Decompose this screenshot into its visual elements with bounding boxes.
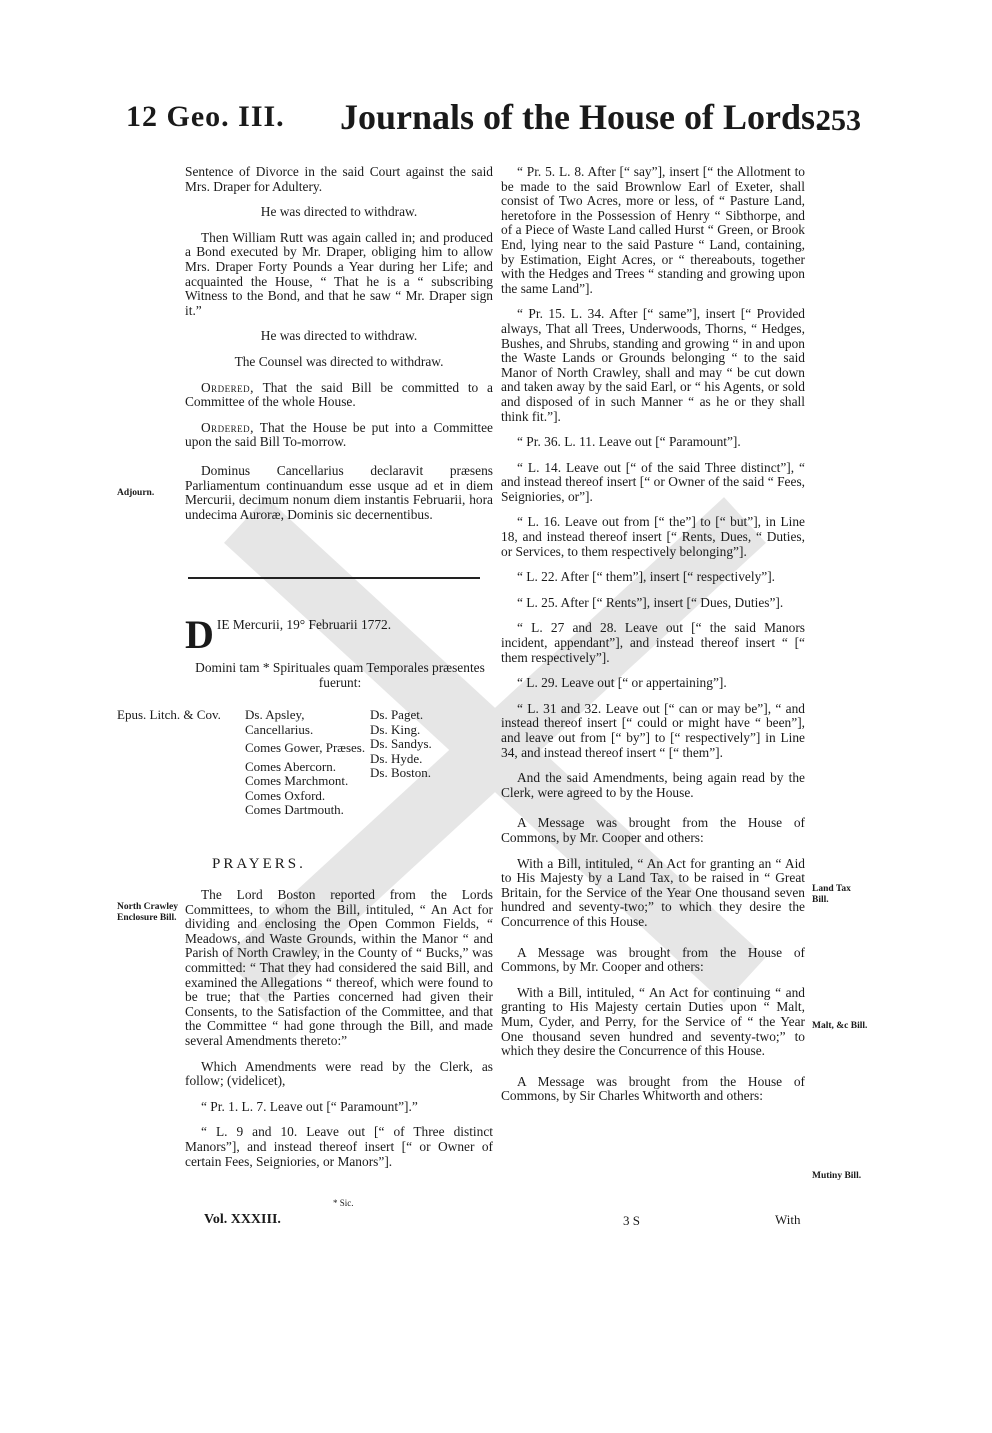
paragraph: And the said Amendments, being again read by the Clerk, were agreed to by the House. [501, 770, 805, 800]
prayers-heading: PRAYERS. [212, 856, 306, 872]
signature-mark: 3 S [623, 1213, 640, 1228]
page-header [0, 96, 992, 156]
amendment: “ Pr. 15. L. 34. After [“ same”], insert [“ Provided always, That all Trees, Underwoods, Thorns, “ Hedges, Bushes, and Shrubs, standing and growing “ in and upon the Waste Lands or Grounds belonging “ to the said Manor of North Crawley, shall and may “ be cut down and taken away by the said Earl, or “ his Agents, or sold and disposed of in such Manner “ as he or they shall think fit.”]. [501, 306, 805, 424]
drop-cap: D [185, 612, 214, 657]
amendment: “ Pr. 36. L. 11. Leave out [“ Paramount”]. [517, 434, 741, 450]
peer-name: Comes Oxford. [245, 787, 326, 803]
peer-name: Ds. Boston. [370, 765, 432, 780]
peer-name: Comes Marchmont. [245, 773, 349, 788]
amendment: “ L. 25. After [“ Rents”], insert [“ Dues, Duties”]. [517, 594, 784, 610]
present-heading: Domini tam * Spirituales quam Temporales præsentes fuerunt: [195, 660, 485, 690]
right-column [501, 165, 805, 1115]
left-column-upper [185, 165, 493, 533]
header-regnal-year: 12 Geo. III. [126, 100, 285, 133]
bill-paragraph: With a Bill, intituled, “ An Act for continuing “ and granting to His Majesty certain Duties upon “ Malt, Mum, Cyder, and Perry, for the Service of “ the Year One thousand seven hundred and seventy-two;” to which they desire the Concurrence of this House. [501, 984, 805, 1059]
paragraph: Then William Rutt was again called in; and produced a Bond executed by Mr. Draper, obliging him to allow Mrs. Draper Forty Pounds a Year during her Life; and acquainted the House, “ That he is a “ subscribing Witness to the Bond, and that he saw “ Mr. Draper sign it.” [185, 229, 493, 318]
order-lead: Ordered, [201, 379, 255, 395]
order-text: That the said Bill be committed to a Committee of the whole House. [185, 379, 493, 410]
order-paragraph [185, 381, 493, 410]
message-paragraph: A Message was brought from the House of Commons, by Mr. Cooper and others: [501, 944, 805, 975]
paragraph: Sentence of Divorce in the said Court against the said Mrs. Draper for Adultery. [185, 164, 493, 194]
margin-note-adjourn: Adjourn. [117, 488, 155, 498]
left-column-lower [185, 888, 493, 1180]
peer-name: Comes Gower, Præses. [245, 740, 366, 755]
margin-note-malt: Malt, &c Bill. [812, 1021, 868, 1031]
catchword: With [775, 1212, 801, 1227]
amendment: “ L. 29. Leave out [“ or appertaining”]. [517, 675, 727, 691]
peers-list-2 [370, 708, 480, 781]
peer-name: Comes Dartmouth. [245, 802, 344, 817]
sitting-date [185, 612, 495, 657]
volume-number: Vol. XXXIII. [204, 1212, 281, 1227]
section-divider [188, 577, 480, 579]
amendment: “ L. 16. Leave out from [“ the”] to [“ but”], in Line 18, and instead thereof insert [“ Rents, Dues, “ Duties, or Services, to them respectively belonging”]. [501, 514, 805, 559]
peer-name: Ds. Apsley, Cancellarius. [245, 707, 314, 737]
bishop-name: Epus. Litch. & Cov. [117, 707, 221, 722]
paragraph: He was directed to withdraw. [260, 328, 418, 344]
order-text: That the House be put into a Committee upon the said Bill To-morrow. [185, 419, 493, 450]
peer-name: Ds. Hyde. [370, 750, 423, 766]
peer-name: Ds. Sandys. [370, 736, 432, 751]
message-paragraph: A Message was brought from the House of Commons, by Sir Charles Whitworth and others: [501, 1073, 805, 1104]
date-text: IE Mercurii, 19° Februarii 1772. [216, 617, 392, 632]
margin-note-mutiny: Mutiny Bill. [812, 1171, 862, 1181]
report-paragraph: The Lord Boston reported from the Lords Committees, to whom the Bill, intituled, “ An Act for dividing and enclosing the Open Common Fields, “ Meadows, and Waste Grounds, within the Manor “ and Parish of North Crawley, in the County of “ Bucks,” was committed: “ That they had considered the said Bill, and examined the Allegations “ thereof, which were found to be true; that the Parties concerned had given their Consents, to the Satisfaction of the Committee, and that the Committee “ had gone through the Bill, and made several Amendments thereto:” [185, 887, 493, 1048]
header-title: Journals of the House of Lords. [340, 97, 825, 137]
bill-paragraph: With a Bill, intituled, “ An Act for granting an “ Aid to His Majesty by a Land Tax, to be raised in “ Great Britain, for the Service of the Year One thousand seven hundred and seventy-two;” to which they desire the Concurrence of this House. [501, 855, 805, 929]
paragraph: Which Amendments were read by the Clerk, as follow; (videlicet), [185, 1058, 493, 1089]
peer-name: Ds. Paget. [370, 707, 424, 722]
amendment: “ L. 9 and 10. Leave out [“ of Three distinct Manors”], and instead thereof insert [“ or Owner of certain Fees, Seigniories, or Manors”]. [185, 1124, 493, 1169]
peers-list-1 [245, 708, 370, 818]
header-page-number: 253 [816, 104, 861, 137]
margin-note-land-tax: Land Tax Bill. [812, 884, 851, 905]
amendment: “ L. 14. Leave out [“ of the said Three distinct”], “ and instead thereof insert [“ or Owner of the said “ Fees, Seigniories, or”]. [501, 459, 805, 504]
paragraph: He was directed to withdraw. [260, 204, 418, 220]
amendment: “ L. 22. After [“ them”], insert [“ respectively”]. [517, 569, 776, 585]
amendment: “ Pr. 5. L. 8. After [“ say”], insert [“ the Allotment to be made to the said Brownlow Earl of Exeter, shall consist of Two Acres, more or less, of “ Pasture Land, heretofore in the Possession of Henry “ Sibthorpe, and of a Piece of Waste Land called Hurst “ Green, or Brook End, lying near to the said Pasture “ Land, containing, by Estimation, Eight Acres, or “ thereabouts, together with the Hedges and Trees “ standing and growing upon the same Land”]. [501, 164, 805, 296]
message-paragraph: A Message was brought from the House of Commons, by Mr. Cooper and others: [501, 815, 805, 845]
peer-name: Ds. King. [370, 721, 421, 737]
paragraph: The Counsel was directed to withdraw. [234, 353, 444, 369]
peer-name: Comes Abercorn. [245, 758, 336, 774]
order-paragraph [185, 421, 493, 450]
amendment: “ L. 31 and 32. Leave out [“ can or may be”], “ and instead thereof insert [“ could or might have “ been”], and leave out from [“ by”] to [“ respectively”] in Line 34, and instead thereof insert “ [“ them”]. [501, 700, 805, 760]
amendment: “ L. 27 and 28. Leave out [“ the said Manors incident, appendant”], and instead thereof insert “ [“ them respectively”]. [501, 620, 805, 665]
footnote-sic: * Sic. [333, 1198, 354, 1208]
order-lead: Ordered, [201, 419, 255, 435]
adjournment-paragraph: Dominus Cancellarius declaravit præsens Parliamentum continuandum esse usque ad et in diem Mercurii, decimum nonum diem instantis Februarii, hora undecima Auroræ, Dominis sic decernentibus. [185, 462, 493, 522]
margin-note-north-crawley: North Crawley Enclosure Bill. [117, 902, 178, 923]
amendment: “ Pr. 1. L. 7. Leave out [“ Paramount”].” [201, 1098, 418, 1114]
